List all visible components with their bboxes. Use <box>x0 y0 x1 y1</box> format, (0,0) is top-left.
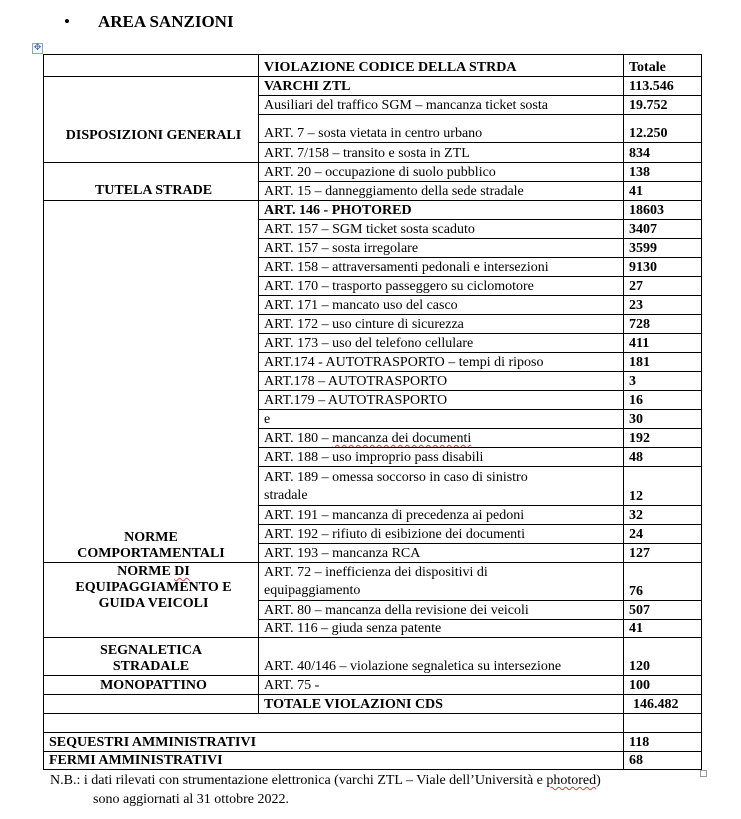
spellcheck-underlined-text: photored <box>546 773 597 788</box>
category-rest: EQUIPAGGIAMENTO E GUIDA VEICOLI <box>75 580 232 611</box>
violation-label: ART.178 – AUTOTRASPORTO <box>259 372 624 391</box>
table-row <box>44 163 702 182</box>
violation-total: 41 <box>624 182 702 201</box>
section-title: AREA SANZIONI <box>98 12 234 31</box>
category-norme-equipaggiamento <box>44 563 259 638</box>
footnote-text: N.B.: i dati rilevati con strumentazione elettronica (varchi ZTL – Viale dell’Università e <box>50 773 547 788</box>
violation-total: 728 <box>624 315 702 334</box>
violation-label: ART. 146 - PHOTORED <box>259 201 624 220</box>
violation-label: ART. 116 – giuda senza patente <box>259 620 624 638</box>
violation-total: 27 <box>624 277 702 296</box>
violation-total: 113.546 <box>624 77 702 96</box>
category-segnaletica-stradale <box>44 638 259 676</box>
footnote-text: ) <box>596 773 601 788</box>
sequestri-label: SEQUESTRI AMMINISTRATIVI <box>44 733 624 752</box>
violation-label: ART.174 - AUTOTRASPORTO – tempi di riposo <box>259 353 624 372</box>
violation-total: 100 <box>624 676 702 695</box>
empty-cell <box>44 714 624 733</box>
table-row <box>44 77 702 96</box>
spellcheck-underlined-text: mancanza dei documenti <box>332 431 472 446</box>
violation-total: 834 <box>624 143 702 163</box>
violation-label: ART. 40/146 – violazione segnaletica su intersezione <box>259 638 624 676</box>
violation-label: e <box>259 410 624 429</box>
total-row <box>44 695 702 714</box>
table-row <box>44 201 702 220</box>
violation-label: ART. 15 – danneggiamento della sede stradale <box>259 182 624 201</box>
violation-total: 9130 <box>624 258 702 277</box>
violation-label: VARCHI ZTL <box>259 77 624 96</box>
sanctions-table <box>43 54 702 770</box>
table-row <box>44 676 702 695</box>
violation-total: 76 <box>624 563 702 601</box>
category-disposizioni-generali: DISPOSIZIONI GENERALI <box>44 77 259 163</box>
violation-total: 3 <box>624 372 702 391</box>
violation-label: ART. 7 – sosta vietata in centro urbano <box>259 115 624 143</box>
header-empty-cell <box>44 55 259 77</box>
violation-total: 127 <box>624 544 702 563</box>
violation-label: ART. 191 – mancanza di precedenza ai pedoni <box>259 506 624 525</box>
footnote-line-2: sono aggiornati al 31 ottobre 2022. <box>93 792 289 807</box>
violation-label: ART. 157 – SGM ticket sosta scaduto <box>259 220 624 239</box>
violation-label: ART. 20 – occupazione di suolo pubblico <box>259 163 624 182</box>
category-monopattino: MONOPATTINO <box>44 676 259 695</box>
violation-label: ART. 157 – sosta irregolare <box>259 239 624 258</box>
violation-total: 3599 <box>624 239 702 258</box>
category-norme-comportamentali: NORME COMPORTAMENTALI <box>44 201 259 563</box>
label-prefix: ART. 180 – <box>264 431 333 446</box>
table-row <box>44 563 702 601</box>
violation-total: 411 <box>624 334 702 353</box>
violation-total: 23 <box>624 296 702 315</box>
violation-label: ART. 7/158 – transito e sosta in ZTL <box>259 143 624 163</box>
violation-label: ART. 158 – attraversamenti pedonali e intersezioni <box>259 258 624 277</box>
table-row <box>44 638 702 676</box>
violation-total: 138 <box>624 163 702 182</box>
violation-total: 181 <box>624 353 702 372</box>
header-violation: VIOLAZIONE CODICE DELLA STRDA <box>259 55 624 77</box>
violation-label: ART. 189 – omessa soccorso in caso di sinistro stradale <box>259 467 624 506</box>
bullet-icon: • <box>64 12 70 31</box>
violation-total: 120 <box>624 638 702 676</box>
empty-cell <box>624 714 702 733</box>
violation-label: ART.179 – AUTOTRASPORTO <box>259 391 624 410</box>
violation-total: 19.752 <box>624 96 702 115</box>
violation-label: ART. 192 – rifiuto di esibizione dei documenti <box>259 525 624 544</box>
total-empty-cell <box>44 695 259 714</box>
violation-label: ART. 170 – trasporto passeggero su ciclomotore <box>259 277 624 296</box>
violation-total: 507 <box>624 601 702 620</box>
violation-total: 12.250 <box>624 115 702 143</box>
sequestri-value: 118 <box>624 733 702 752</box>
violation-label: ART. 172 – uso cinture di sicurezza <box>259 315 624 334</box>
category-label: SEGNALETICA STRADALE <box>100 643 202 674</box>
violation-label: ART. 193 – mancanza RCA <box>259 544 624 563</box>
table-resize-handle-icon[interactable] <box>700 770 707 777</box>
header-total: Totale <box>624 55 702 77</box>
footnote <box>50 771 601 809</box>
spellcheck-underlined-text: DI <box>174 564 190 579</box>
violation-total: 18603 <box>624 201 702 220</box>
fermi-label: FERMI AMMINISTRATIVI <box>44 752 624 770</box>
empty-row <box>44 714 702 733</box>
violation-label: ART. 72 – inefficienza dei dispositivi di equipaggiamento <box>259 563 624 601</box>
fermi-row <box>44 752 702 770</box>
violation-total: 41 <box>624 620 702 638</box>
category-tutela-strade: TUTELA STRADE <box>44 163 259 201</box>
total-label: TOTALE VIOLAZIONI CDS <box>259 695 624 714</box>
table-header-row <box>44 55 702 77</box>
violation-total: 16 <box>624 391 702 410</box>
violation-total: 12 <box>624 467 702 506</box>
table-move-handle-icon[interactable]: ✥ <box>33 43 42 53</box>
category-prefix: NORME <box>117 564 175 579</box>
violation-label: ART. 171 – mancato uso del casco <box>259 296 624 315</box>
violation-total: 192 <box>624 429 702 448</box>
violation-total: 32 <box>624 506 702 525</box>
sequestri-row <box>44 733 702 752</box>
violation-total: 48 <box>624 448 702 467</box>
total-value: 146.482 <box>624 695 702 714</box>
violation-total: 30 <box>624 410 702 429</box>
violation-total: 3407 <box>624 220 702 239</box>
violation-label: ART. 188 – uso improprio pass disabili <box>259 448 624 467</box>
violation-label: ART. 173 – uso del telefono cellulare <box>259 334 624 353</box>
fermi-value: 68 <box>624 752 702 770</box>
violation-label <box>259 429 624 448</box>
violation-label: ART. 80 – mancanza della revisione dei veicoli <box>259 601 624 620</box>
footnote-line-1 <box>50 771 601 790</box>
violation-label: Ausiliari del traffico SGM – mancanza ticket sosta <box>259 96 624 115</box>
violation-label: ART. 75 - <box>259 676 624 695</box>
violation-total: 24 <box>624 525 702 544</box>
